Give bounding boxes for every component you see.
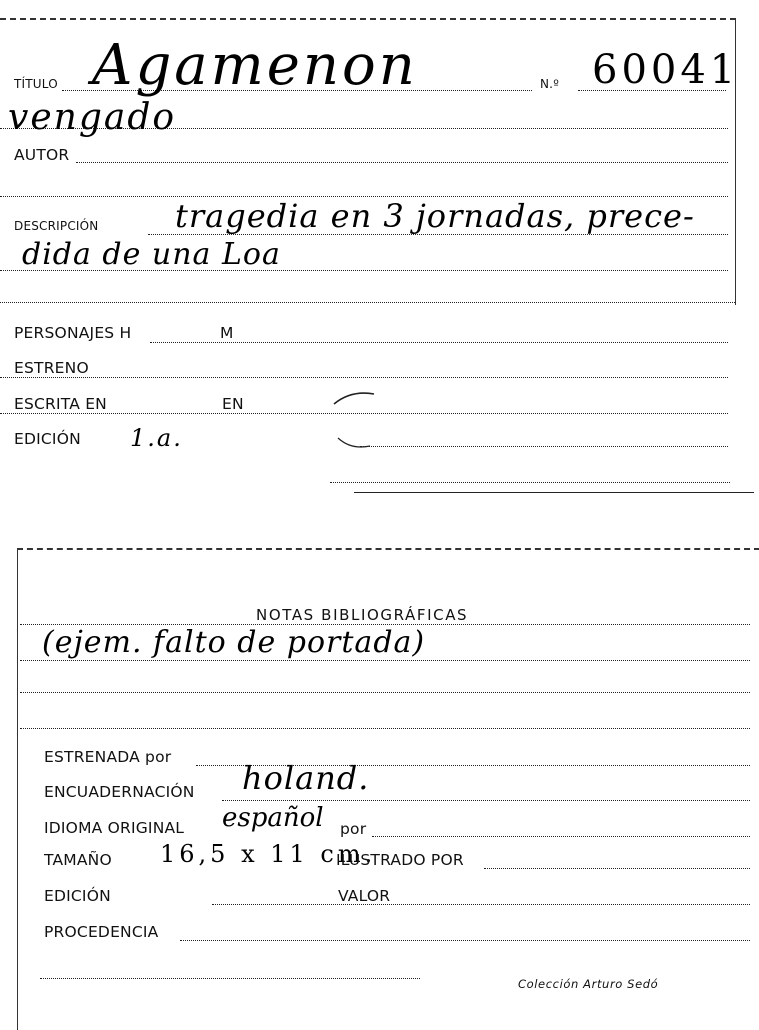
titulo-handwritten-line2: vengado <box>8 97 177 138</box>
numero-handwritten: 60041 <box>592 47 740 93</box>
notas-line-2 <box>20 660 750 661</box>
estreno-line <box>0 377 728 378</box>
descripcion-handwritten-line2: dida de una Loa <box>22 237 281 272</box>
notas-line-4 <box>20 728 750 729</box>
personajes-line <box>150 342 728 343</box>
descripcion-label: DESCRIPCIÓN <box>14 219 99 233</box>
edicion-label: EDICIÓN <box>14 430 81 448</box>
encuadernacion-label: ENCUADERNACIÓN <box>44 783 195 801</box>
descripcion-handwritten: tragedia en 3 jornadas, prece- <box>175 197 695 235</box>
top-bottom-line <box>330 482 730 483</box>
idioma-line <box>372 836 750 837</box>
ilustrado-label: ILUSTRADO POR <box>336 851 464 869</box>
idioma-label: IDIOMA ORIGINAL <box>44 819 185 837</box>
titulo-label: TÍTULO <box>14 77 58 91</box>
estrenada-label: ESTRENADA por <box>44 748 172 766</box>
personajes-m-label: M <box>220 324 234 342</box>
tamano-handwritten: 16,5 x 11 cm. <box>160 840 377 868</box>
procedencia-label: PROCEDENCIA <box>44 923 159 941</box>
coleccion-label: Colección Arturo Sedó <box>518 977 659 991</box>
notas-title: NOTAS BIBLIOGRÁFICAS <box>256 606 469 624</box>
escrita-label: ESCRITA EN <box>14 395 107 413</box>
descripcion-line-3 <box>0 302 735 303</box>
estreno-label: ESTRENO <box>14 359 89 377</box>
encuadernacion-line <box>222 800 750 801</box>
por-label: por <box>340 820 367 838</box>
encuadernacion-handwritten: holand. <box>242 759 370 797</box>
valor-label: VALOR <box>338 887 391 905</box>
edicion-line <box>360 446 728 447</box>
notas-line-3 <box>20 692 750 693</box>
stamp-arc-mark <box>326 384 386 454</box>
procedencia-line <box>180 940 750 941</box>
edicion-handwritten: 1.a. <box>130 424 183 452</box>
autor-line <box>76 162 728 163</box>
tamano-label: TAMAÑO <box>44 851 112 869</box>
top-card-edge <box>354 492 754 493</box>
edicion-bottom-line <box>212 904 750 905</box>
idioma-handwritten: español <box>222 803 324 833</box>
personajes-label: PERSONAJES H <box>14 324 132 342</box>
autor-label: AUTOR <box>14 146 70 164</box>
edicion-bottom-label: EDICIÓN <box>44 887 111 905</box>
notas-handwritten: (ejem. falto de portada) <box>42 625 426 660</box>
bottom-dotted-line <box>40 978 420 979</box>
ilustrado-line <box>484 868 750 869</box>
numero-line <box>578 90 726 91</box>
numero-label: N.º <box>540 77 560 91</box>
titulo-handwritten: Agamenon <box>92 33 418 98</box>
en-label: EN <box>222 395 244 413</box>
